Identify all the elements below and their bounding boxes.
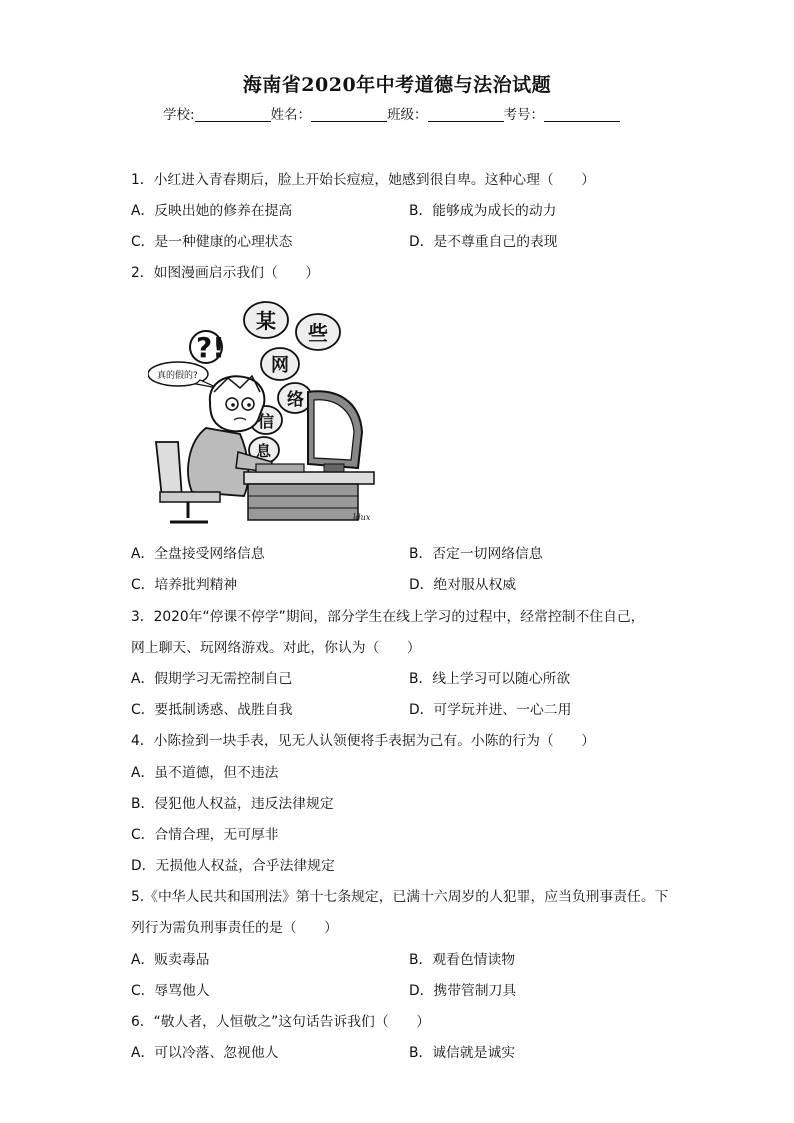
question-mark-icon [190, 331, 225, 364]
q4-option-c[interactable]: C．合情合理，无可厚非 [131, 827, 279, 843]
question-3-stem-line-2: 网上聊天、玩网络游戏。对此，你认为（ ） [131, 640, 421, 656]
q1-option-a[interactable]: A．反映出她的修养在提高 [131, 203, 293, 219]
q2-option-c[interactable]: C．培养批判精神 [131, 577, 238, 593]
svg-text:网: 网 [271, 355, 289, 376]
q4-option-d[interactable]: D．无损他人权益，合乎法律规定 [131, 858, 335, 874]
q1-option-c[interactable]: C．是一种健康的心理状态 [131, 234, 293, 250]
artist-signature: ldux [353, 513, 371, 522]
q6-option-a[interactable]: A．可以冷落、忽视他人 [131, 1045, 279, 1061]
page-title: 海南省2020年中考道德与法治试题 [242, 74, 552, 96]
q3-option-d[interactable]: D．可学玩并进、一心二用 [409, 702, 572, 718]
cartoon-image [148, 292, 382, 530]
q5-option-c[interactable]: C．辱骂他人 [131, 983, 210, 999]
thought-cloud-3 [261, 348, 299, 380]
q2-option-a[interactable]: A．全盘接受网络信息 [131, 546, 265, 562]
class-blank[interactable] [428, 107, 504, 122]
thought-cloud-4 [278, 383, 312, 413]
svg-text:些: 些 [308, 321, 328, 345]
exam-no-blank[interactable] [544, 107, 620, 122]
q3-option-b[interactable]: B．线上学习可以随心所欲 [409, 671, 571, 687]
question-3-stem-line-1: 3．2020年“停课不停学”期间，部分学生在线上学习的过程中，经常控制不住自己， [131, 609, 645, 625]
q5-option-a[interactable]: A．贩卖毒品 [131, 952, 210, 968]
speech-bubble [148, 362, 218, 388]
svg-text:息: 息 [256, 442, 272, 460]
thought-cloud-1 [244, 302, 288, 338]
svg-text:?!: ?! [196, 331, 226, 364]
svg-text:络: 络 [287, 390, 304, 410]
thought-cloud-2 [296, 314, 340, 350]
q5-option-b[interactable]: B．观看色情读物 [409, 952, 516, 968]
school-label: 学校: [163, 107, 195, 123]
exam-no-label: 考号： [503, 107, 545, 123]
q2-option-d[interactable]: D．绝对服从权威 [409, 577, 517, 593]
svg-text:真的假的?: 真的假的? [157, 371, 198, 381]
name-blank[interactable] [311, 107, 387, 122]
question-2-stem: 2．如图漫画启示我们（ ） [131, 265, 320, 281]
question-4-stem: 4．小陈捡到一块手表，见无人认领便将手表据为己有。小陈的行为（ ） [131, 733, 596, 749]
q1-option-d[interactable]: D．是不尊重自己的表现 [409, 234, 558, 250]
q5-option-d[interactable]: D．携带管制刀具 [409, 983, 517, 999]
name-label: 姓名： [270, 107, 312, 123]
q4-option-b[interactable]: B．侵犯他人权益，违反法律规定 [131, 796, 334, 812]
q2-option-b[interactable]: B．否定一切网络信息 [409, 546, 543, 562]
q3-option-c[interactable]: C．要抵制诱惑、战胜自我 [131, 702, 293, 718]
question-6-stem: 6．“敬人者，人恒敬之”这句话告诉我们（ ） [131, 1014, 431, 1030]
question-5-stem-line-2: 列行为需负刑事责任的是（ ） [131, 920, 338, 936]
question-1-stem: 1．小红进入青春期后，脸上开始长痘痘，她感到很自卑。这种心理（ ） [131, 172, 596, 188]
class-label: 班级： [387, 107, 428, 123]
student-info-row [163, 103, 620, 123]
svg-text:某: 某 [256, 309, 276, 333]
q1-option-b[interactable]: B．能够成为成长的动力 [409, 203, 557, 219]
question-5-stem-line-1: 5.《中华人民共和国刑法》第十七条规定，已满十六周岁的人犯罪，应当负刑事责任。下 [131, 889, 669, 905]
svg-text:信: 信 [258, 412, 275, 431]
q6-option-b[interactable]: B．诚信就是诚实 [409, 1045, 516, 1061]
school-blank[interactable] [195, 107, 271, 122]
q4-option-a[interactable]: A．虽不道德，但不违法 [131, 765, 279, 781]
q3-option-a[interactable]: A．假期学习无需控制自己 [131, 671, 293, 687]
